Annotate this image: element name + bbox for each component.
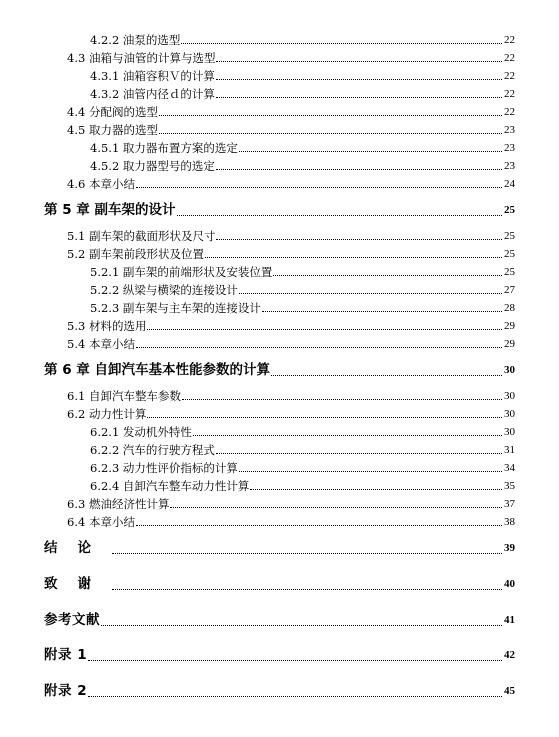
toc-entry[interactable] (67, 497, 515, 511)
dot-leader (216, 239, 502, 240)
toc-entry-title: 附录 2 (44, 683, 88, 699)
toc-entry-page-number: 25 (504, 248, 515, 260)
toc-entry[interactable] (67, 105, 515, 119)
toc-entry[interactable] (90, 301, 515, 315)
toc-entry-page-number: 25 (504, 204, 515, 216)
toc-entry-page-number: 38 (504, 516, 515, 528)
toc-entry[interactable] (44, 611, 515, 629)
toc-entry-page-number: 30 (504, 364, 515, 376)
toc-entry[interactable] (67, 407, 515, 421)
toc-entry[interactable] (67, 51, 515, 65)
toc-entry[interactable] (90, 443, 515, 457)
dot-leader (159, 115, 502, 116)
toc-entry[interactable] (44, 682, 515, 700)
dot-leader (239, 471, 502, 472)
toc-entry-title: 6.1 自卸汽车整车参数 (67, 389, 181, 403)
toc-entry-title: 结论 (44, 540, 111, 556)
toc-entry[interactable] (90, 87, 515, 101)
toc-entry-title: 5.2.3 副车架与主车架的连接设计 (90, 301, 261, 315)
toc-entry-title: 4.3.2 油管内径ｄ的计算 (90, 87, 215, 101)
toc-entry-page-number: 22 (504, 52, 515, 64)
toc-entry-title: 致谢 (44, 576, 111, 592)
dot-leader (216, 169, 502, 170)
toc-entry-title: 5.2 副车架前段形状及位置 (67, 247, 204, 261)
dot-leader (136, 347, 502, 348)
toc-entry-title: 参考文献 (44, 612, 100, 628)
toc-entry-title: 附录 1 (44, 647, 88, 663)
toc-entry-title: 4.2.2 油泵的选型 (90, 33, 181, 47)
toc-entry[interactable] (67, 319, 515, 333)
dot-leader (262, 311, 502, 312)
toc-entry-page-number: 37 (504, 498, 515, 510)
toc-entry-page-number: 28 (504, 302, 515, 314)
toc-entry[interactable] (67, 123, 515, 137)
dot-leader (147, 329, 502, 330)
dot-leader (181, 43, 502, 44)
toc-entry-title: 6.2.4 自卸汽车整车动力性计算 (90, 479, 250, 493)
dot-leader (112, 589, 502, 590)
dot-leader (88, 696, 502, 697)
toc-entry[interactable] (67, 389, 515, 403)
dot-leader (250, 489, 502, 490)
toc-entry[interactable] (67, 177, 515, 191)
toc-entry-title: 6.2.1 发动机外特性 (90, 425, 192, 439)
toc-entry[interactable] (44, 539, 515, 557)
toc-entry[interactable] (44, 646, 515, 664)
toc-entry-title: 5.1 副车架的截面形状及尺寸 (67, 229, 216, 243)
toc-entry-page-number: 30 (504, 408, 515, 420)
toc-entry-page-number: 24 (504, 178, 515, 190)
toc-entry-page-number: 31 (504, 444, 515, 456)
toc-entry[interactable] (90, 283, 515, 297)
toc-entry-page-number: 41 (504, 614, 515, 626)
dot-leader (216, 79, 502, 80)
toc-entry-title: 4.3 油箱与油管的计算与选型 (67, 51, 216, 65)
toc-entry-page-number: 22 (504, 106, 515, 118)
dot-leader (216, 61, 502, 62)
dot-leader (239, 151, 502, 152)
toc-entry-page-number: 42 (504, 649, 515, 661)
toc-entry[interactable] (44, 201, 515, 219)
toc-entry-title: 4.5.2 取力器型号的选定 (90, 159, 215, 173)
toc-entry-title: 第 6 章 自卸汽车基本性能参数的计算 (44, 362, 270, 378)
toc-entry-title: 第 5 章 副车架的设计 (44, 202, 176, 218)
toc-entry[interactable] (90, 159, 515, 173)
toc-entry-page-number: 34 (504, 462, 515, 474)
toc-entry-title: 4.6 本章小结 (67, 177, 135, 191)
dot-leader (193, 435, 502, 436)
dot-leader (136, 525, 502, 526)
toc-entry[interactable] (90, 33, 515, 47)
toc-entry-title: 5.3 材料的选用 (67, 319, 147, 333)
toc-entry[interactable] (44, 575, 515, 593)
dot-leader (170, 507, 502, 508)
toc-entry-title: 6.3 燃油经济性计算 (67, 497, 170, 511)
toc-entry-title: 5.4 本章小结 (67, 337, 135, 351)
toc-entry[interactable] (44, 361, 515, 379)
toc-entry[interactable] (90, 425, 515, 439)
toc-entry[interactable] (90, 265, 515, 279)
toc-entry-page-number: 23 (504, 142, 515, 154)
toc-entry-page-number: 30 (504, 426, 515, 438)
toc-entry-page-number: 22 (504, 34, 515, 46)
toc-entry[interactable] (67, 337, 515, 351)
toc-entry-page-number: 35 (504, 480, 515, 492)
toc-entry[interactable] (90, 69, 515, 83)
toc-entry-page-number: 25 (504, 230, 515, 242)
toc-entry-title: 6.2 动力性计算 (67, 407, 147, 421)
toc-entry-title: 4.5 取力器的选型 (67, 123, 158, 137)
dot-leader (147, 417, 502, 418)
toc-entry-title: 6.2.3 动力性评价指标的计算 (90, 461, 238, 475)
dot-leader (273, 275, 502, 276)
toc-entry-page-number: 29 (504, 320, 515, 332)
dot-leader (112, 553, 502, 554)
toc-entry-page-number: 25 (504, 266, 515, 278)
toc-entry-page-number: 45 (504, 685, 515, 697)
toc-entry[interactable] (90, 479, 515, 493)
toc-entry-title: 4.4 分配阀的选型 (67, 105, 158, 119)
dot-leader (205, 257, 502, 258)
toc-entry-title: 4.3.1 油箱容积Ｖ的计算 (90, 69, 215, 83)
toc-entry-page-number: 22 (504, 70, 515, 82)
dot-leader (216, 97, 502, 98)
dot-leader (136, 187, 502, 188)
toc-entry-page-number: 39 (504, 542, 515, 554)
dot-leader (177, 215, 503, 216)
toc-entry-page-number: 30 (504, 390, 515, 402)
toc-entry-page-number: 23 (504, 160, 515, 172)
toc-entry-title: 5.2.2 纵梁与横梁的连接设计 (90, 283, 238, 297)
toc-entry-page-number: 27 (504, 284, 515, 296)
toc-entry-page-number: 40 (504, 578, 515, 590)
dot-leader (182, 399, 502, 400)
dot-leader (159, 133, 502, 134)
toc-entry-title: 4.5.1 取力器布置方案的选定 (90, 141, 238, 155)
toc-entry[interactable] (67, 229, 515, 243)
dot-leader (88, 660, 502, 661)
dot-leader (101, 625, 502, 626)
dot-leader (239, 293, 502, 294)
toc-entry[interactable] (67, 515, 515, 529)
dot-leader (271, 375, 502, 376)
toc-entry-title: 5.2.1 副车架的前端形状及安装位置 (90, 265, 273, 279)
toc-entry-title: 6.4 本章小结 (67, 515, 135, 529)
toc-entry[interactable] (90, 461, 515, 475)
toc-entry-page-number: 29 (504, 338, 515, 350)
toc-entry-title: 6.2.2 汽车的行驶方程式 (90, 443, 215, 457)
dot-leader (216, 453, 502, 454)
toc-entry-page-number: 23 (504, 124, 515, 136)
toc-entry[interactable] (67, 247, 515, 261)
toc-entry[interactable] (90, 141, 515, 155)
toc-entry-page-number: 22 (504, 88, 515, 100)
